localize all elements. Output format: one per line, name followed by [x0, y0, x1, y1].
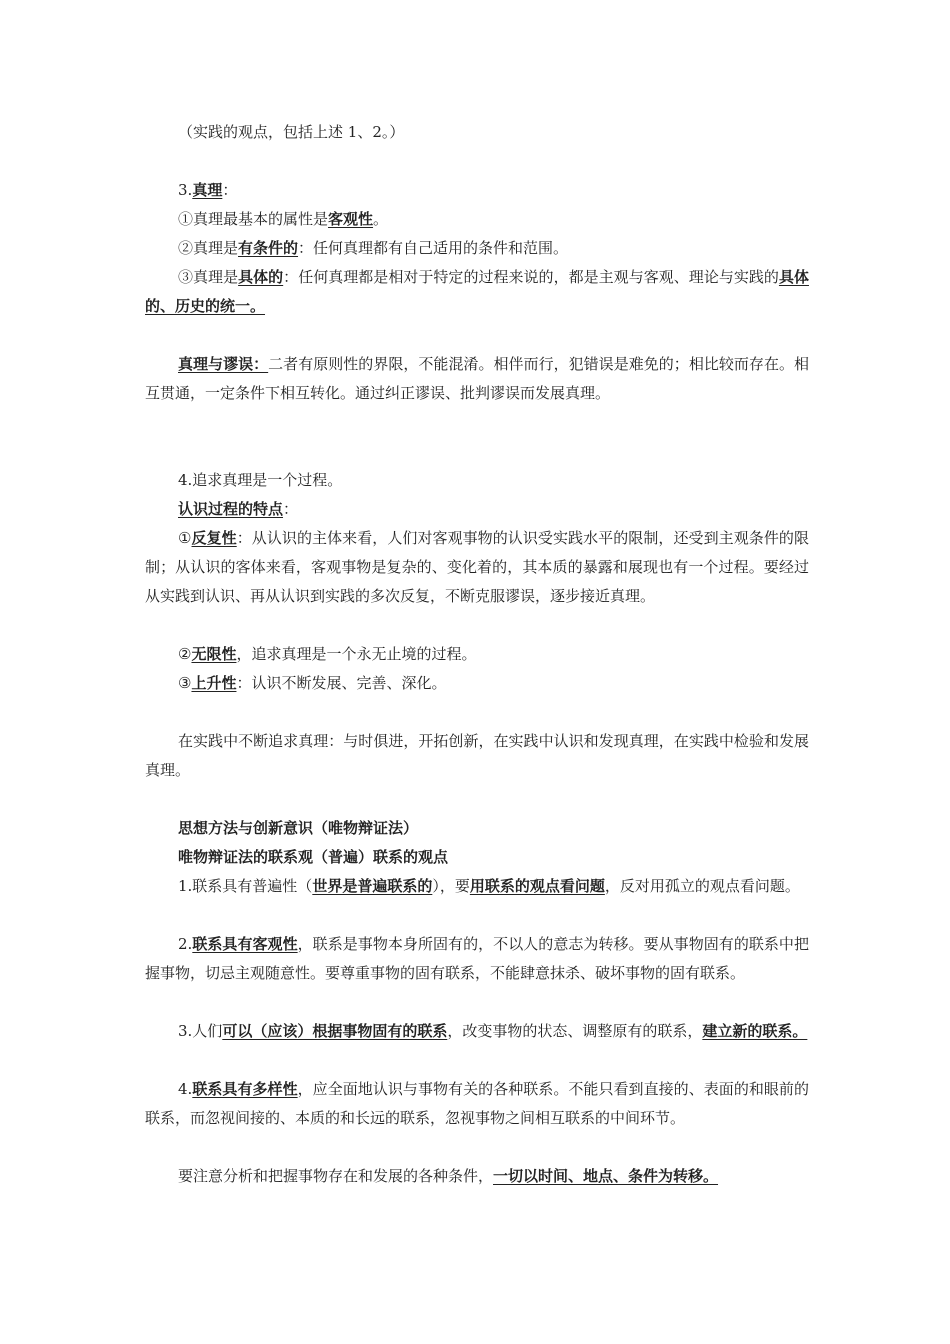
conn-3-key: 可以（应该）根据事物固有的联系 — [222, 1022, 448, 1040]
truth-point-1-text: ①真理最基本的属性是 — [178, 210, 329, 228]
truth-point-1-end: 。 — [373, 210, 389, 228]
dialectics-title — [145, 814, 809, 843]
conn-4-text: ，应全面地认识与事物有关的各种联系。不能只看到直接的、表面的和眼前的联系，而忽视间接的、本质的和长远的联系，忽视事物之间相互联系的中间环节。 — [145, 1080, 809, 1127]
truth-point-3-key2: 具体的、历史的统一。 — [145, 268, 809, 315]
pursuit-heading — [145, 466, 809, 495]
connection-point-3 — [145, 1017, 809, 1046]
truth-heading-colon: ： — [222, 181, 238, 199]
pursuit-heading-text: 4.追求真理是一个过程。 — [178, 471, 343, 489]
truth-point-2-key: 有条件的 — [238, 239, 299, 257]
dialectics-subtitle — [145, 843, 809, 872]
truth-error-heading: 真理与谬误： — [178, 355, 269, 373]
dialectics-title-text: 思想方法与创新意识（唯物辩证法） — [178, 819, 419, 837]
practice-text: 在实践中不断追求真理：与时俱进，开拓创新，在实践中认识和发现真理，在实践中检验和发展真理。 — [145, 732, 809, 779]
feature-3-text: ：认识不断发展、完善、深化。 — [236, 674, 447, 692]
truth-point-1 — [145, 205, 809, 234]
conn-1-key: 世界是普遍联系的 — [312, 877, 433, 895]
conn-3-key2: 建立新的联系。 — [702, 1022, 808, 1040]
feature-2-number: ② — [178, 645, 192, 663]
conditions-key: 一切以时间、地点、条件为转移。 — [493, 1167, 719, 1185]
truth-point-3-rest: ：任何真理都是相对于特定的过程来说的，都是主观与客观、理论与实践的 — [283, 268, 779, 286]
conn-1-key2: 用联系的观点看问题 — [469, 877, 605, 895]
process-features-colon: ： — [283, 500, 299, 518]
connection-point-1 — [145, 872, 809, 901]
truth-heading-number: 3. — [178, 181, 193, 199]
truth-point-2 — [145, 234, 809, 263]
connection-point-4 — [145, 1075, 809, 1133]
feature-2-text: ，追求真理是一个永无止境的过程。 — [236, 645, 477, 663]
connection-point-2 — [145, 930, 809, 988]
feature-ascending — [145, 669, 809, 698]
conn-2-number: 2. — [178, 935, 193, 953]
truth-heading-term: 真理 — [192, 181, 223, 199]
truth-error-paragraph — [145, 350, 809, 408]
feature-1-key: 反复性 — [191, 529, 237, 547]
process-features-term: 认识过程的特点 — [178, 500, 284, 518]
feature-3-key: 上升性 — [191, 674, 237, 692]
feature-infinite — [145, 640, 809, 669]
practice-paragraph — [145, 727, 809, 785]
conn-1-end: ，反对用孤立的观点看问题。 — [604, 877, 800, 895]
conn-3-text: 3.人们 — [178, 1022, 223, 1040]
process-features-heading — [145, 495, 809, 524]
dialectics-subtitle-text: 唯物辩证法的联系观（普遍）联系的观点 — [178, 848, 449, 866]
feature-1-number: ① — [178, 529, 192, 547]
intro-note — [145, 118, 809, 147]
intro-text: （实践的观点，包括上述 1、2。） — [178, 123, 405, 141]
feature-3-number: ③ — [178, 674, 192, 692]
conn-2-text: ，联系是事物本身所固有的，不以人的意志为转移。要从事物固有的联系中把握事物，切忌主观随意性。要尊重事物的固有联系，不能肆意抹杀、破坏事物的固有联系。 — [145, 935, 809, 982]
truth-point-3-text: ③真理是 — [178, 268, 239, 286]
truth-point-3-key: 具体的 — [238, 268, 284, 286]
conn-2-key: 联系具有客观性 — [192, 935, 298, 953]
truth-point-2-rest: ：任何真理都有自己适用的条件和范围。 — [298, 239, 569, 257]
feature-1-text: ：从认识的主体来看，人们对客观事物的认识受实践水平的限制，还受到主观条件的限制；从认识的客体来看，客观事物是复杂的、变化着的，其本质的暴露和展现也有一个过程。要经过从实践到认识、再从认识到实践的多次反复，不断克服谬误，逐步接近真理。 — [145, 529, 809, 605]
conditions-text: 要注意分析和把握事物存在和发展的各种条件， — [178, 1167, 494, 1185]
feature-repetitive — [145, 524, 809, 611]
conditions-paragraph — [145, 1162, 809, 1191]
truth-error-text: 二者有原则性的界限，不能混淆。相伴而行，犯错误是难免的；相比较而存在。相互贯通，一定条件下相互转化。通过纠正谬误、批判谬误而发展真理。 — [145, 355, 809, 402]
conn-3-mid: ，改变事物的状态、调整原有的联系， — [447, 1022, 703, 1040]
conn-4-key: 联系具有多样性 — [192, 1080, 298, 1098]
conn-4-number: 4. — [178, 1080, 193, 1098]
feature-2-key: 无限性 — [191, 645, 237, 663]
truth-point-3 — [145, 263, 809, 321]
conn-1-mid: ），要 — [432, 877, 470, 895]
conn-1-text: 1.联系具有普遍性（ — [178, 877, 313, 895]
truth-point-1-key: 客观性 — [328, 210, 374, 228]
truth-heading — [145, 176, 809, 205]
truth-point-2-text: ②真理是 — [178, 239, 239, 257]
